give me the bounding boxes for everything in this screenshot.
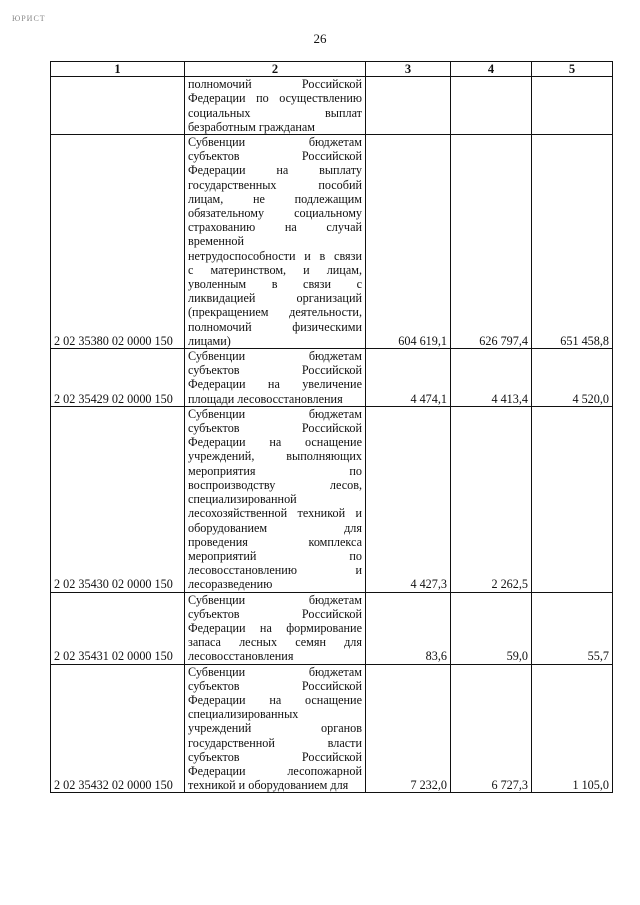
table-row	[51, 77, 613, 135]
amount-col-5-cell	[532, 77, 613, 135]
budget-code-cell: 2 02 35432 02 0000 150	[51, 664, 185, 793]
budget-table	[50, 61, 613, 793]
description-cell	[185, 135, 366, 349]
description-cell	[185, 592, 366, 664]
description-line: Субвенции бюджетам	[188, 592, 362, 607]
amount-col-5-cell	[532, 406, 613, 592]
column-header-4: 4	[451, 62, 532, 77]
amount-col-4-cell: 2 262,5	[451, 406, 532, 592]
description-line: лесохозяйственной техникой и	[188, 506, 362, 521]
description-line: социальных выплат	[188, 105, 362, 120]
page-number: 26	[313, 31, 327, 46]
description-line: Федерации на выплату	[188, 163, 362, 178]
description-line: субъектов Российской	[188, 421, 362, 436]
description-line: уволенным в связи с	[188, 277, 362, 292]
description-line: Субвенции бюджетам	[188, 135, 362, 150]
table-row	[51, 664, 613, 793]
description-line: ликвидацией организаций	[188, 291, 362, 306]
description-line: оборудованием для	[188, 520, 362, 535]
description-line: техникой и оборудованием для	[188, 778, 349, 793]
table-row	[51, 592, 613, 664]
budget-code-cell: 2 02 35429 02 0000 150	[51, 349, 185, 407]
description-line: Федерации по осуществлению	[188, 91, 362, 106]
amount-col-4-cell: 59,0	[451, 592, 532, 664]
description-line: площади лесовосстановления	[188, 391, 343, 406]
table-header-row	[51, 62, 613, 77]
description-line: лесовосстановлению и	[188, 563, 362, 578]
description-cell	[185, 349, 366, 407]
description-line: субъектов Российской	[188, 606, 362, 621]
description-line: Федерации на формирование	[188, 620, 362, 635]
table-row	[51, 135, 613, 349]
amount-col-5-cell: 55,7	[532, 592, 613, 664]
description-line: Федерации на оснащение	[188, 692, 362, 707]
budget-code-cell: 2 02 35380 02 0000 150	[51, 135, 185, 349]
column-header-5: 5	[532, 62, 613, 77]
description-line: (прекращением деятельности,	[188, 305, 362, 320]
description-line: лесовосстановления	[188, 649, 294, 664]
description-line: воспроизводству лесов,	[188, 477, 362, 492]
description-line: Субвенции бюджетам	[188, 349, 362, 364]
description-line: субъектов Российской	[188, 678, 362, 693]
amount-col-4-cell: 6 727,3	[451, 664, 532, 793]
amount-col-3-cell: 7 232,0	[366, 664, 451, 793]
description-line: проведения комплекса	[188, 534, 362, 549]
description-line: специализированных	[188, 707, 299, 722]
description-line: учреждений органов	[188, 721, 362, 736]
scan-mark: ЮРИСТ	[12, 14, 46, 23]
budget-code-cell	[51, 77, 185, 135]
description-line: субъектов Российской	[188, 749, 362, 764]
description-line: Субвенции бюджетам	[188, 664, 362, 679]
description-line: государственной власти	[188, 735, 362, 750]
amount-col-5-cell: 651 458,8	[532, 135, 613, 349]
description-line: лицам, не подлежащим	[188, 191, 362, 206]
description-line: лицами)	[188, 333, 231, 348]
description-line: Субвенции бюджетам	[188, 406, 362, 421]
description-line: субъектов Российской	[188, 149, 362, 164]
description-line: полномочий Российской	[188, 77, 362, 92]
amount-col-3-cell: 4 474,1	[366, 349, 451, 407]
description-line: учреждений, выполняющих	[188, 449, 362, 464]
description-line: Федерации на увеличение	[188, 377, 362, 392]
description-line: субъектов Российской	[188, 363, 362, 378]
description-line: лесоразведению	[188, 577, 273, 592]
description-cell	[185, 406, 366, 592]
description-line: Федерации на оснащение	[188, 435, 362, 450]
amount-col-4-cell	[451, 77, 532, 135]
budget-code-cell: 2 02 35430 02 0000 150	[51, 406, 185, 592]
amount-col-3-cell: 604 619,1	[366, 135, 451, 349]
description-line: с материнством, и лицам,	[188, 262, 362, 277]
description-cell	[185, 664, 366, 793]
amount-col-5-cell: 4 520,0	[532, 349, 613, 407]
description-line: безработным гражданам	[188, 119, 316, 134]
amount-col-5-cell: 1 105,0	[532, 664, 613, 793]
column-header-3: 3	[366, 62, 451, 77]
amount-col-3-cell	[366, 77, 451, 135]
description-line: государственных пособий	[188, 177, 362, 192]
description-line: Федерации лесопожарной	[188, 763, 362, 778]
budget-code-cell: 2 02 35431 02 0000 150	[51, 592, 185, 664]
amount-col-4-cell: 4 413,4	[451, 349, 532, 407]
amount-col-4-cell: 626 797,4	[451, 135, 532, 349]
description-line: нетрудоспособности и в связи	[188, 248, 362, 263]
description-line: страхованию на случай	[188, 220, 362, 235]
table-row	[51, 349, 613, 407]
column-header-1: 1	[51, 62, 185, 77]
description-line: запаса лесных семян для	[188, 635, 362, 650]
description-line: мероприятий по	[188, 548, 362, 563]
description-line: обязательному социальному	[188, 206, 362, 221]
description-line: специализированной	[188, 492, 297, 507]
table-body	[51, 77, 613, 793]
amount-col-3-cell: 83,6	[366, 592, 451, 664]
description-line: временной	[188, 234, 245, 249]
amount-col-3-cell: 4 427,3	[366, 406, 451, 592]
table-row	[51, 406, 613, 592]
description-line: мероприятия по	[188, 463, 362, 478]
description-line: полномочий физическими	[188, 319, 362, 334]
description-cell	[185, 77, 366, 135]
column-header-2: 2	[185, 62, 366, 77]
